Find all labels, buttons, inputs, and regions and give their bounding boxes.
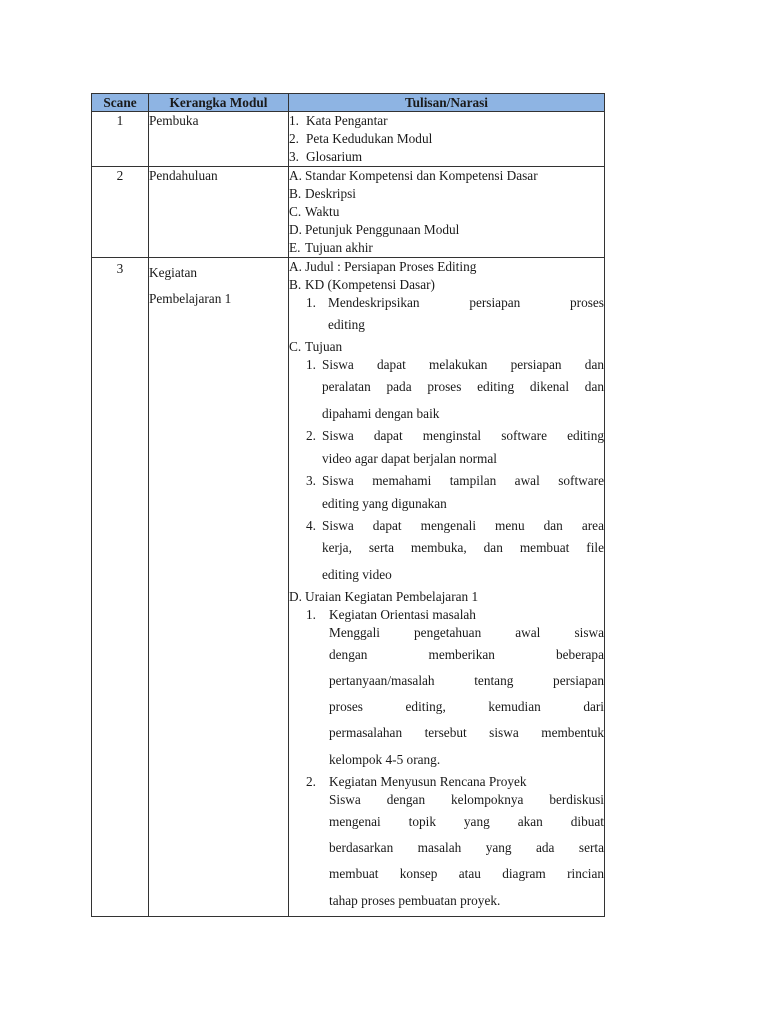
table-row bbox=[92, 258, 605, 917]
list-item: A. Judul : Persiapan Proses Editing bbox=[289, 259, 477, 274]
list-item: 3. Glosarium bbox=[289, 149, 363, 164]
scene-number: 1 bbox=[92, 112, 149, 167]
list-item: 4. Siswa dapat mengenali menu dan area kerja, serta membuka, dan membuat file editing video bbox=[306, 518, 604, 582]
kerangka-cell: Pembuka bbox=[149, 112, 289, 167]
list-item: 1. Kegiatan Orientasi masalah Menggali pengetahuan awal siswa dengan memberikan beberapa pertanyaan/masalah tentang persiapan proses editing, kemudian dari permasalahan tersebut siswa membentuk kelompok 4-5 orang. bbox=[306, 607, 604, 767]
sub-list bbox=[289, 294, 604, 338]
header-scene: Scane bbox=[92, 94, 149, 112]
list-item: 1. Mendeskripsikan persiapan proses editing bbox=[306, 295, 604, 332]
table-header-row bbox=[92, 94, 605, 112]
list-item: 1. Siswa dapat melakukan persiapan dan peralatan pada proses editing dikenal dan dipahami dengan baik bbox=[306, 357, 604, 421]
list-item: C. Tujuan bbox=[289, 339, 343, 354]
scene-number: 2 bbox=[92, 167, 149, 258]
kerangka-cell: Pendahuluan bbox=[149, 167, 289, 258]
list-item: B. KD (Kompetensi Dasar) bbox=[289, 277, 435, 292]
sub-list bbox=[289, 606, 604, 914]
scene-number: 3 bbox=[92, 258, 149, 917]
list-item: 2. Siswa dapat menginstal software editing video agar dapat berjalan normal bbox=[306, 428, 604, 466]
table-row bbox=[92, 112, 605, 167]
list-item: E. Tujuan akhir bbox=[289, 240, 373, 255]
list-item: D. Petunjuk Penggunaan Modul bbox=[289, 222, 460, 237]
list-item: A. Standar Kompetensi dan Kompetensi Dasar bbox=[289, 168, 538, 183]
table-row bbox=[92, 167, 605, 258]
list-item: 2. Kegiatan Menyusun Rencana Proyek Siswa dengan kelompoknya berdiskusi mengenai topik yang akan dibuat berdasarkan masalah yang ada serta membuat konsep atau diagram rincian tahap proses pembuatan proyek. bbox=[306, 774, 604, 908]
narasi-cell bbox=[289, 167, 605, 258]
narasi-cell bbox=[289, 112, 605, 167]
header-tulisan-narasi: Tulisan/Narasi bbox=[289, 94, 605, 112]
list-item: C. Waktu bbox=[289, 204, 340, 219]
sub-list bbox=[289, 356, 604, 588]
module-table bbox=[91, 93, 605, 917]
kerangka-cell: Kegiatan Pembelajaran 1 bbox=[149, 258, 289, 917]
list-item: 3. Siswa memahami tampilan awal software editing yang digunakan bbox=[306, 473, 604, 511]
header-kerangka-modul: Kerangka Modul bbox=[149, 94, 289, 112]
list-item: B. Deskripsi bbox=[289, 186, 356, 201]
narasi-cell bbox=[289, 258, 605, 917]
list-item: 1. Kata Pengantar bbox=[289, 113, 388, 128]
list-item: 2. Peta Kedudukan Modul bbox=[289, 131, 433, 146]
list-item: D. Uraian Kegiatan Pembelajaran 1 bbox=[289, 589, 479, 604]
